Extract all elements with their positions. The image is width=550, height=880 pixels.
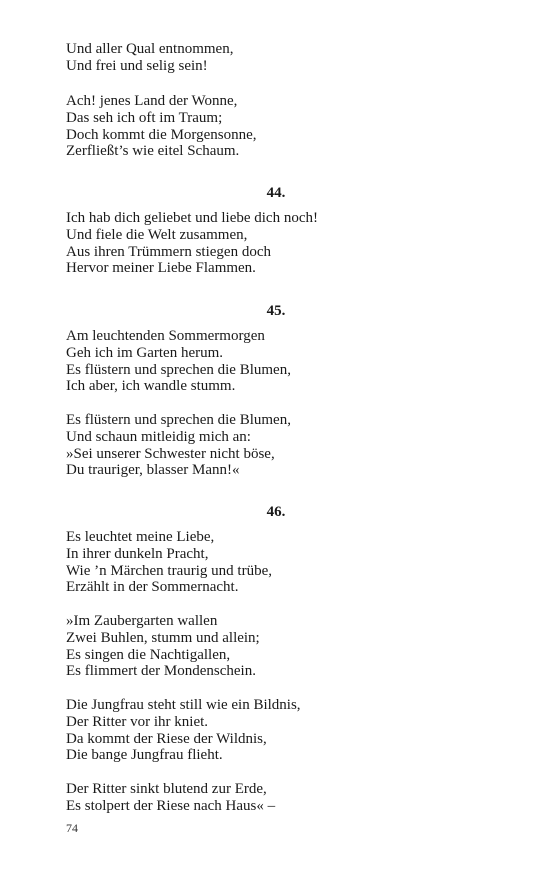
stanza — [66, 529, 486, 596]
verse-line: In ihrer dunkeln Pracht, — [66, 545, 209, 562]
verse-line: Die bange Jungfrau flieht. — [66, 747, 223, 764]
verse-line: Und frei und selig sein! — [66, 57, 208, 74]
verse-line: Zwei Buhlen, stumm und allein; — [66, 629, 260, 646]
stanza — [66, 93, 486, 160]
verse-line: »Im Zaubergarten wallen — [66, 613, 218, 629]
verse-line: Und aller Qual entnommen, — [66, 41, 234, 57]
verse-line: Ach! jenes Land der Wonne, — [66, 93, 238, 109]
verse-line: Wie ’n Märchen traurig und trübe, — [66, 562, 272, 579]
stanza — [66, 412, 486, 479]
verse-line: Da kommt der Riese der Wildnis, — [66, 730, 267, 747]
verse-line: Es flimmert der Mondenschein. — [66, 663, 256, 680]
verse-line: Der Ritter sinkt blutend zur Erde, — [66, 781, 267, 797]
verse-line: »Sei unserer Schwester nicht böse, — [66, 445, 275, 462]
verse-line: Es leuchtet meine Liebe, — [66, 529, 215, 545]
verse-line: Die Jungfrau steht still wie ein Bildnis, — [66, 697, 301, 713]
poem-number-heading: 46. — [266, 504, 286, 520]
verse-line: Erzählt in der Sommernacht. — [66, 579, 239, 596]
verse-line: Du trauriger, blasser Mann!« — [66, 462, 240, 479]
stanza — [66, 613, 486, 680]
verse-line: Das seh ich oft im Traum; — [66, 109, 223, 126]
verse-line: Ich hab dich geliebet und liebe dich noch! — [66, 210, 318, 226]
poem-number-heading: 45. — [266, 303, 286, 319]
stanza — [66, 210, 486, 277]
stanza — [66, 41, 486, 75]
verse-line: Doch kommt die Morgensonne, — [66, 126, 257, 143]
verse-line: Aus ihren Trümmern stiegen doch — [66, 243, 271, 260]
stanza — [66, 697, 486, 764]
verse-line: Es flüstern und sprechen die Blumen, — [66, 361, 291, 378]
stanza — [66, 781, 486, 815]
verse-line: Der Ritter vor ihr kniet. — [66, 713, 209, 730]
verse-line: Hervor meiner Liebe Flammen. — [66, 260, 256, 277]
verse-line: Es flüstern und sprechen die Blumen, — [66, 412, 291, 428]
poem-number-heading: 44. — [266, 185, 286, 201]
verse-line: Am leuchtenden Sommermorgen — [66, 328, 265, 344]
verse-line: Und schaun mitleidig mich an: — [66, 428, 251, 445]
verse-line: Geh ich im Garten herum. — [66, 344, 224, 361]
stanza — [66, 328, 486, 395]
verse-line: Ich aber, ich wandle stumm. — [66, 378, 236, 395]
verse-line: Es singen die Nachtigallen, — [66, 646, 231, 663]
page-number: 74 — [66, 821, 78, 835]
verse-line: Es stolpert der Riese nach Haus« – — [66, 797, 276, 814]
verse-line: Zerfließt’s wie eitel Schaum. — [66, 143, 240, 160]
verse-line: Und fiele die Welt zusammen, — [66, 226, 248, 243]
